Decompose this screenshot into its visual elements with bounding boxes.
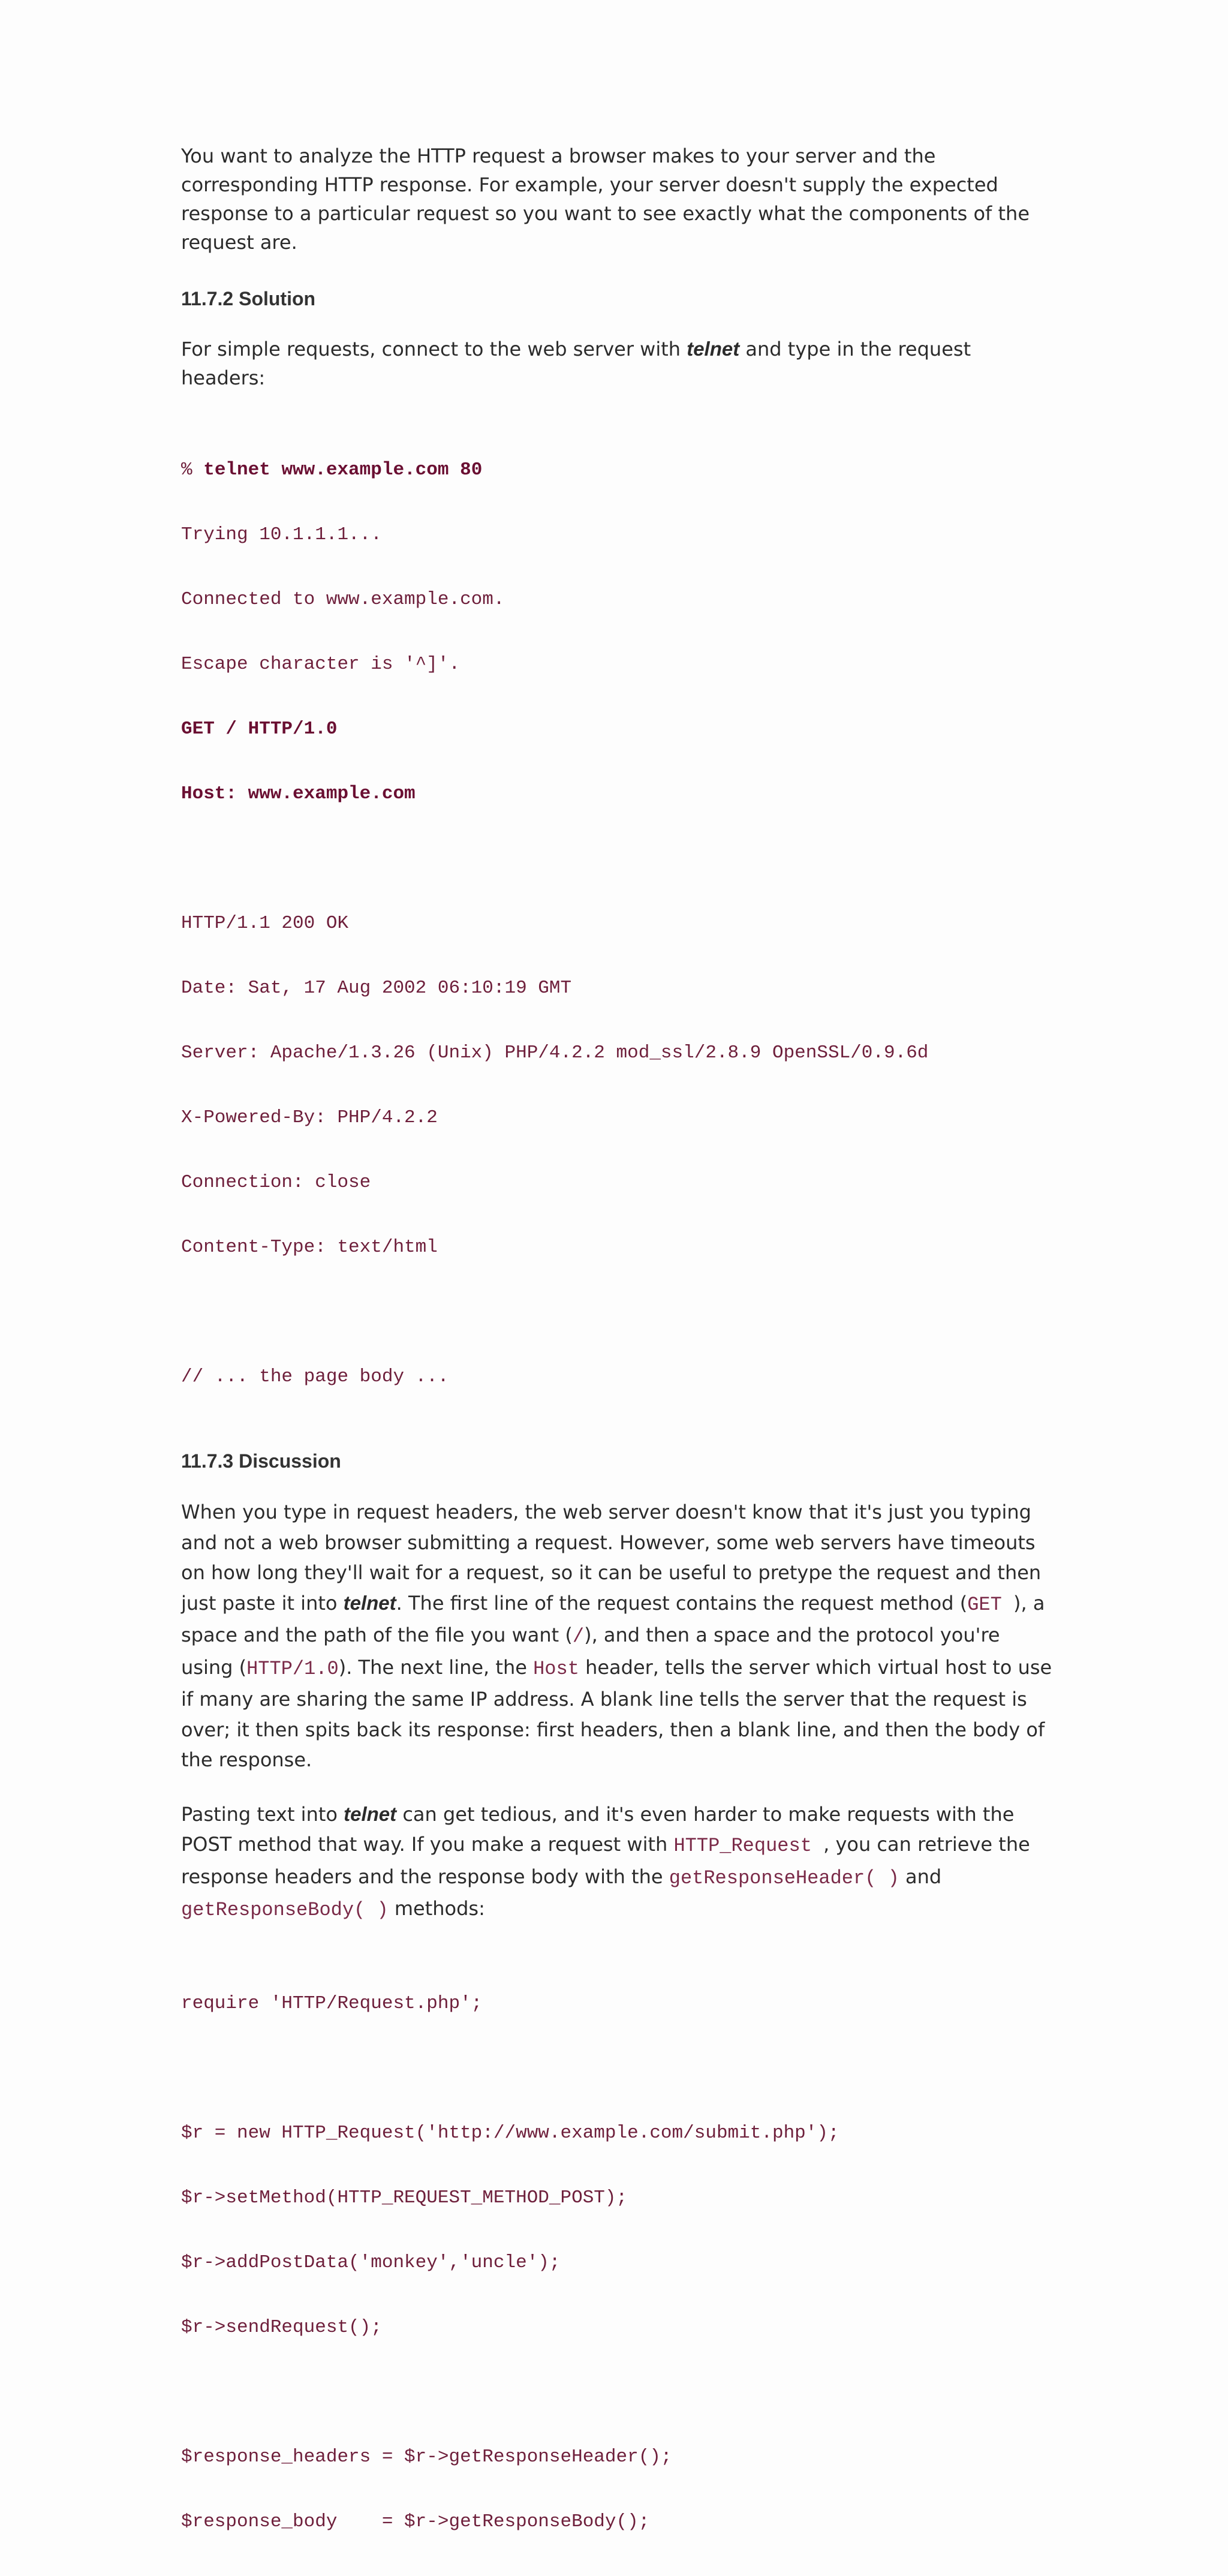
document-page [181, 142, 1057, 2576]
text-run: can get tedious, and it's even harder to make requests with the POST method that way. If you make a request with [181, 1802, 1015, 1856]
shell-prompt: % [181, 459, 204, 480]
solution-lead-text-before: For simple requests, connect to the web server with [181, 338, 687, 360]
blank-line [181, 2382, 1057, 2403]
text-run: ). The next line, the [338, 1655, 534, 1679]
telnet-command-emphasis: telnet [343, 1591, 396, 1614]
text-run: methods: [388, 1897, 485, 1920]
text-run: and [899, 1865, 942, 1888]
discussion-heading: 11.7.3 Discussion [181, 1450, 341, 1472]
code-line: $r->sendRequest(); [181, 2316, 382, 2338]
inline-code-http-request: HTTP_Request [673, 1835, 824, 1857]
blank-line [181, 1301, 1057, 1323]
page-body-comment: // ... the page body ... [181, 1366, 449, 1387]
connect-line: Escape character is '^]'. [181, 654, 460, 675]
solution-lead-text-after: and type in the request headers: [181, 338, 971, 389]
inline-code-get-response-body: getResponseBody( ) [181, 1899, 389, 1921]
solution-heading: 11.7.2 Solution [181, 288, 316, 309]
text-run: ), a space and the path of the file you want ( [181, 1591, 1045, 1646]
response-line: X-Powered-By: PHP/4.2.2 [181, 1107, 438, 1128]
inline-code-get-response-header: getResponseHeader( ) [669, 1866, 899, 1889]
discussion-paragraph-1 [181, 1497, 1057, 1775]
code-line: require 'HTTP/Request.php'; [181, 1992, 483, 2014]
telnet-command-line [181, 459, 1057, 481]
code-line: $response_body = $r->getResponseBody(); [181, 2511, 650, 2532]
text-run: header, tells the server which virtual host to use if many are sharing the same IP address. A blank line tells the server that the request is over; it then spits back its response: first headers, then a blank line, and then the body of the response. [181, 1655, 1052, 1771]
blank-line [181, 2058, 1057, 2079]
telnet-session-code [181, 416, 1057, 1431]
discussion-paragraph-2 [181, 1799, 1057, 1926]
text-run: Pasting text into [181, 1802, 344, 1826]
code-line: $r->setMethod(HTTP_REQUEST_METHOD_POST); [181, 2187, 628, 2208]
inline-code-get: GET [967, 1593, 1013, 1616]
text-run: When you type in request headers, the web server doesn't know that it's just you typing and not a web browser submitting a request. However, some web servers have timeouts on how long they'll wait for a request, so it can be useful to pretype the request and then just paste it into [181, 1501, 1042, 1615]
inline-code-path: / [572, 1625, 585, 1648]
text-run: ), and then a space and the protocol you're using ( [181, 1624, 1000, 1679]
telnet-command-emphasis: telnet [687, 338, 740, 360]
code-line: $r->addPostData('monkey','uncle'); [181, 2252, 561, 2273]
blank-line [181, 848, 1057, 870]
inline-code-protocol: HTTP/1.0 [246, 1657, 339, 1680]
php-code-block [181, 1950, 1057, 2576]
response-line: Date: Sat, 17 Aug 2002 06:10:19 GMT [181, 978, 572, 999]
telnet-command: telnet www.example.com 80 [203, 459, 483, 480]
response-line: HTTP/1.1 200 OK [181, 913, 349, 934]
response-line: Connection: close [181, 1172, 371, 1193]
connect-line: Trying 10.1.1.1... [181, 524, 382, 545]
connect-line: Connected to www.example.com. [181, 589, 505, 610]
text-run: , you can retrieve the response headers and the response body with the [181, 1833, 1030, 1888]
intro-paragraph: You want to analyze the HTTP request a browser makes to your server and the corresponding HTTP response. For example, your server doesn't supply the expected response to a particular request so you want to see exactly what the components of the request are. [181, 145, 1030, 254]
inline-code-host: Host [533, 1657, 579, 1680]
code-line: $response_headers = $r->getResponseHeader(); [181, 2446, 672, 2467]
response-line: Content-Type: text/html [181, 1237, 438, 1258]
response-line: Server: Apache/1.3.26 (Unix) PHP/4.2.2 mod_ssl/2.8.9 OpenSSL/0.9.6d [181, 1042, 929, 1063]
text-run: . The first line of the request contains the request method ( [396, 1591, 968, 1615]
request-line: Host: www.example.com [181, 783, 416, 804]
solution-lead-paragraph [181, 335, 1057, 392]
request-line: GET / HTTP/1.0 [181, 719, 338, 740]
code-line: $r = new HTTP_Request('http://www.example.com/submit.php'); [181, 2122, 839, 2144]
telnet-command-emphasis: telnet [344, 1802, 397, 1825]
